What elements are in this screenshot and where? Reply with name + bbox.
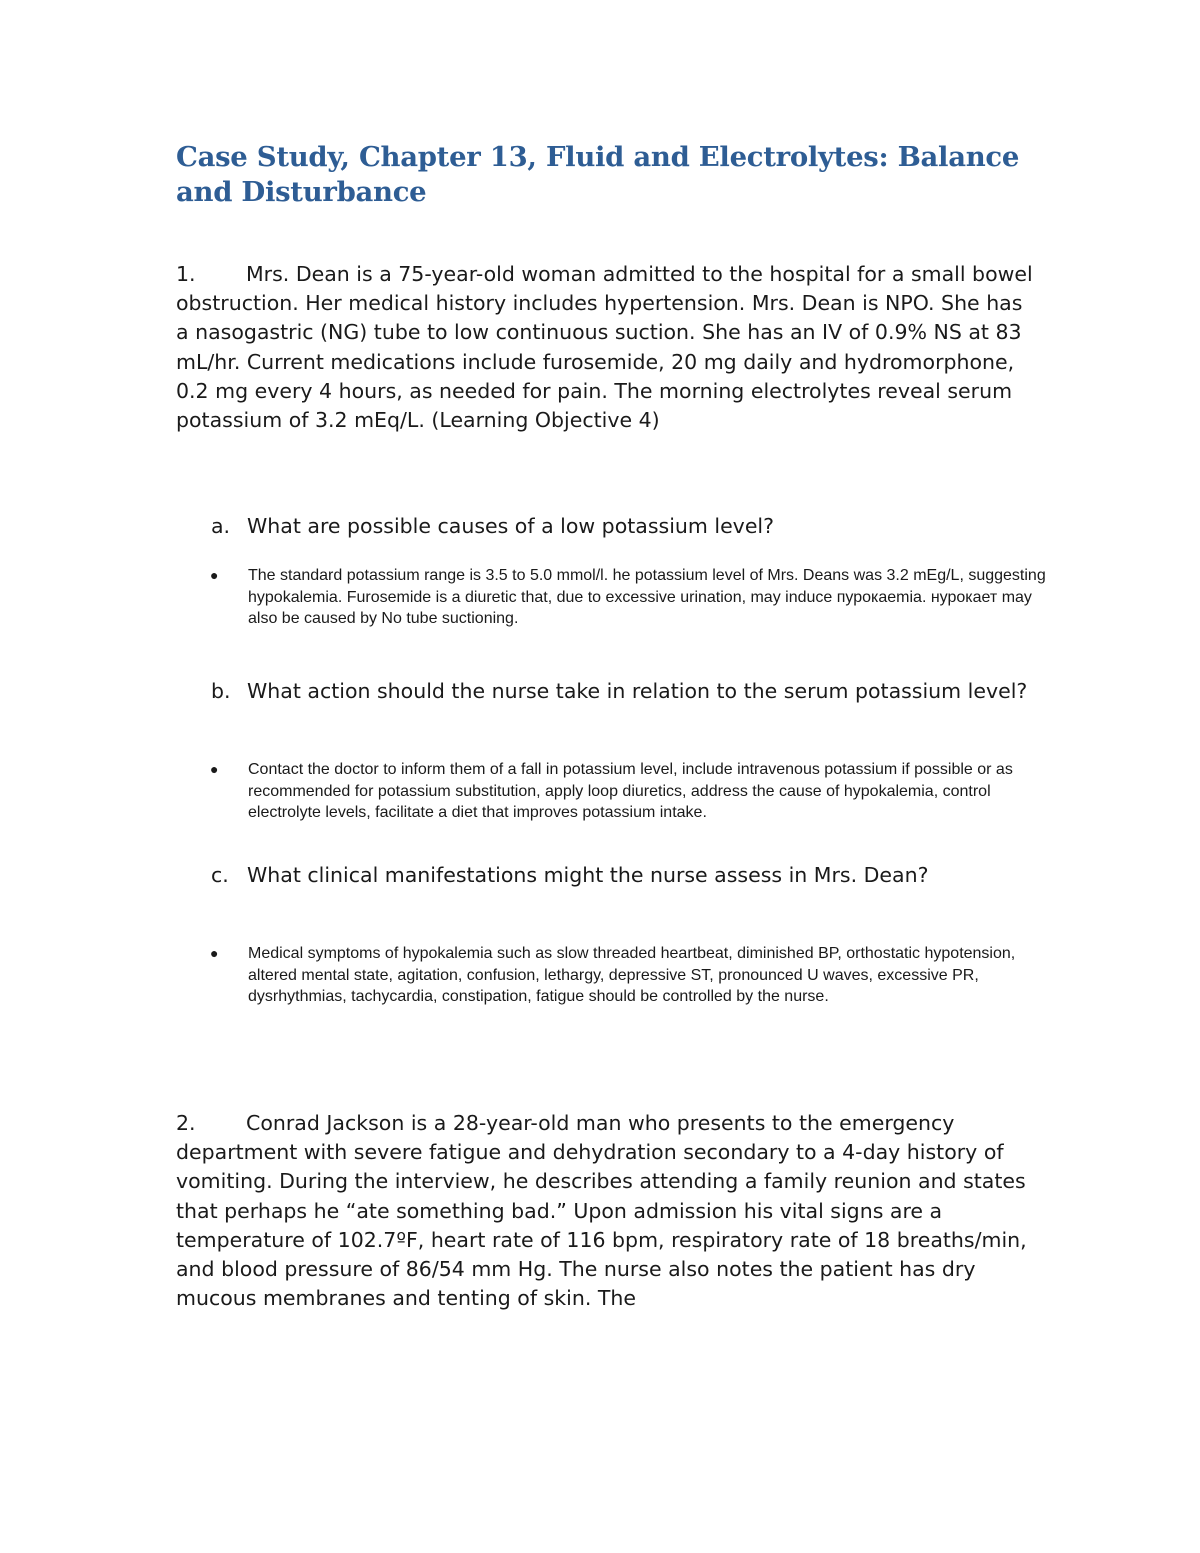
- question-b-letter: b.: [211, 679, 231, 703]
- question-c: [211, 861, 1057, 891]
- question-b-text: What action should the nurse take in relation to the serum potassium level?: [247, 679, 1028, 703]
- bullet-icon: ●: [210, 761, 219, 777]
- page-title: Case Study, Chapter 13, Fluid and Electrolytes: Balance and Disturbance: [176, 141, 1020, 208]
- question-a-text: What are possible causes of a low potassium level?: [247, 514, 775, 538]
- question-a: [211, 512, 1057, 542]
- answer-a-text: The standard potassium range is 3.5 to 5.0 mmol/l. he potassium level of Mrs. Deans was 3.2 mEg/L, suggesting hypokalemia. Furosemide is a diuretic that, due to excessive urination, may induce пурокаеmia. нурокает may also be caused by No tube suctioning.: [248, 567, 1046, 627]
- answer-a: [210, 565, 1058, 630]
- question-a-letter: a.: [211, 514, 231, 538]
- answer-c: [210, 943, 1058, 1008]
- question-c-letter: c.: [211, 863, 229, 887]
- bullet-icon: ●: [210, 567, 219, 583]
- bullet-icon: ●: [210, 945, 219, 961]
- case-2-text: Conrad Jackson is a 28-year-old man who presents to the emergency department with severe fatigue and dehydration secondary to a 4-day history of vomiting. During the interview, he describes attending a family reunion and states that perhaps he “ate something bad.” Upon admission his vital signs are a temperature of 102.7ºF, heart rate of 116 bpm, respiratory rate of 18 breaths/min, and blood pressure of 86/54 mm Hg. The nurse also notes the patient has dry mucous membranes and tenting of skin. The: [176, 1111, 1027, 1311]
- case-2-number: 2.: [176, 1111, 196, 1135]
- question-b: [211, 677, 1057, 707]
- answer-b-text: Contact the doctor to inform them of a fall in potassium level, include intravenous potassium if possible or as recommended for potassium substitution, apply loop diuretics, address the cause of hypokalemia, control electrolyte levels, facilitate a diet that improves potassium intake.: [248, 761, 1013, 821]
- case-1-text: Mrs. Dean is a 75-year-old woman admitted to the hospital for a small bowel obstruction. Her medical history includes hypertension. Mrs. Dean is NPO. She has a nasogastric (NG) tube to low continuous suction. She has an IV of 0.9% NS at 83 mL/hr. Current medications include furosemide, 20 mg daily and hydromorphone, 0.2 mg every 4 hours, as needed for pain. The morning electrolytes reveal serum potassium of 3.2 mEq/L. (Learning Objective 4): [176, 262, 1033, 433]
- question-c-text: What clinical manifestations might the nurse assess in Mrs. Dean?: [247, 863, 929, 887]
- case-1-number: 1.: [176, 262, 196, 286]
- answer-c-text: Medical symptoms of hypokalemia such as slow threaded heartbeat, diminished BP, orthostatic hypotension, altered mental state, agitation, confusion, lethargy, depressive ST, pronounced U waves, excessive PR, dysrhythmias, tachycardia, constipation, fatigue should be controlled by the nurse.: [248, 945, 1016, 1005]
- case-1-paragraph: [176, 260, 1036, 435]
- answer-b: [210, 759, 1058, 824]
- case-2-paragraph: [176, 1109, 1036, 1313]
